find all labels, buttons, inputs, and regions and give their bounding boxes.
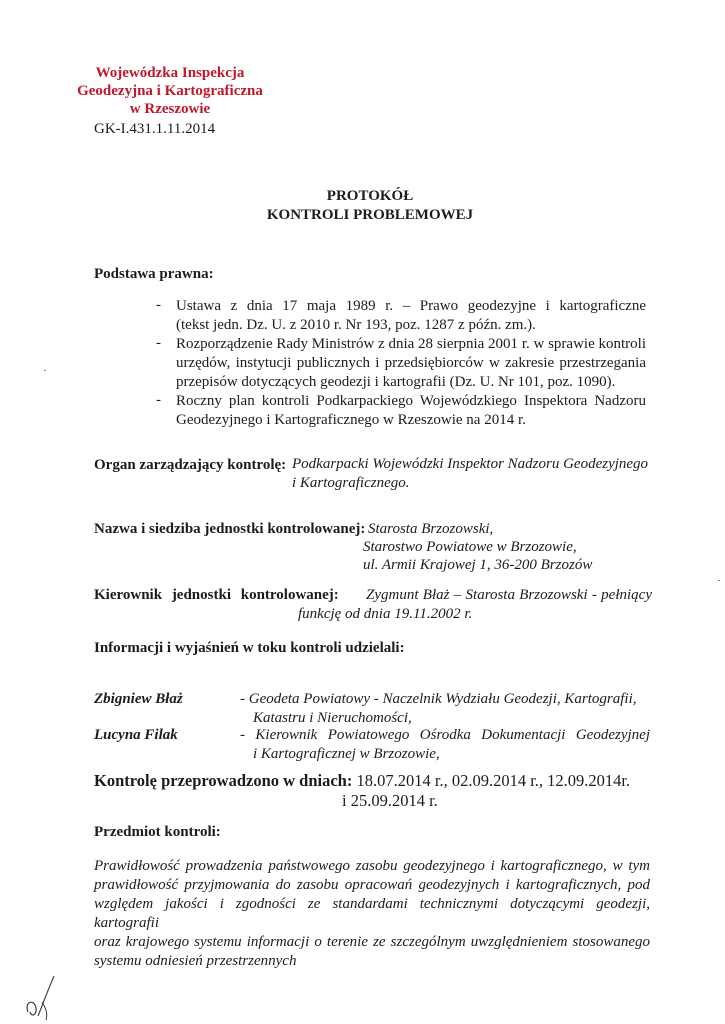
legal-basis-item-2-line-2: urzędów, instytucji publicznych i przedsiębiorców w zakresie przestrzegania: [176, 355, 646, 371]
informant-role: [240, 726, 650, 764]
handwritten-initials: [18, 972, 68, 1022]
legal-basis-item-1-line-1: Ustawa z dnia 17 maja 1989 r. – Prawo geodezyjne i kartograficzne: [176, 298, 646, 314]
control-dates-line-1: 18.07.2014 r., 02.09.2014 r., 12.09.2014r.: [356, 771, 631, 790]
informant-role: [240, 690, 650, 728]
subject-line-4: oraz krajowego systemu informacji o terenie ze szczególnym uwzględnieniem stosowanego: [94, 934, 650, 950]
control-dates: [94, 771, 630, 791]
subject-line-2: prawidłowość przyjmowania do zasobu opracowań geodezyjnych i kartograficznych, pod: [94, 877, 650, 893]
legal-basis-item-3-line-2: Geodezyjnego i Kartograficznego w Rzeszowie na 2014 r.: [176, 412, 526, 428]
institution-line-3: w Rzeszowie: [129, 101, 211, 117]
list-dash: -: [156, 392, 161, 408]
legal-basis-item-3: [176, 392, 646, 430]
legal-basis-item-1-line-2: (tekst jedn. Dz. U. z 2010 r. Nr 193, poz. 1287 z późn. zm.).: [176, 317, 536, 333]
informant-name: Zbigniew Błaż: [94, 691, 183, 707]
reference-number: GK-I.431.1.11.2014: [94, 121, 216, 137]
document-title: [200, 187, 540, 225]
subject-line-5: systemu odniesień przestrzennych: [94, 953, 297, 969]
informant-role-line-1: - Geodeta Powiatowy - Naczelnik Wydziału Geodezji, Kartografii,: [240, 691, 637, 707]
list-dash: -: [156, 297, 161, 313]
informant-name: Lucyna Filak: [94, 727, 178, 743]
legal-basis-item-2-line-3: przepisów dotyczących geodezji i kartografii (Dz. U. Nr 101, poz. 1090).: [176, 374, 616, 390]
informant-role-line-2: Katastru i Nieruchomości,: [253, 710, 412, 726]
controlled-unit-line-1: Starosta Brzozowski,: [368, 521, 494, 537]
unit-head-value: [366, 586, 652, 605]
legal-basis-item-2: [176, 335, 646, 392]
informants-heading: Informacji i wyjaśnień w toku kontroli udzielali:: [94, 640, 405, 656]
controlled-unit-line-3: ul. Armii Krajowej 1, 36-200 Brzozów: [363, 557, 593, 573]
subject-line-1: Prawidłowość prowadzenia państwowego zasobu geodezyjnego i kartograficznego, w tym: [94, 858, 650, 874]
scan-speck: [718, 580, 720, 581]
list-dash: -: [156, 335, 161, 351]
legal-basis-item-2-line-1: Rozporządzenie Rady Ministrów z dnia 28 sierpnia 2001 r. w sprawie kontroli: [176, 336, 646, 352]
unit-head-line-1: Zygmunt Błaż – Starosta Brzozowski - pełniący: [366, 587, 652, 603]
legal-basis-item-1: [176, 297, 646, 335]
subject-line-3: względem jakości i zgodności ze standardami technicznymi dotyczącymi geodezji, kartografii: [94, 896, 650, 931]
legal-basis-heading: Podstawa prawna:: [94, 266, 214, 282]
managing-body-value: [292, 455, 652, 493]
subject-text: [94, 857, 650, 971]
institution-line-2: Geodezyjna i Kartograficzna: [77, 83, 263, 99]
control-dates-label: Kontrolę przeprowadzono w dniach:: [94, 771, 353, 790]
institution-header: [60, 64, 280, 118]
control-dates-line-2: i 25.09.2014 r.: [342, 791, 438, 810]
controlled-unit-label: Nazwa i siedziba jednostki kontrolowanej:: [94, 521, 366, 537]
unit-head-label: Kierownik jednostki kontrolowanej:: [94, 587, 339, 603]
institution-line-1: Wojewódzka Inspekcja: [95, 65, 245, 81]
controlled-unit-line-2: Starostwo Powiatowe w Brzozowie,: [363, 539, 577, 555]
unit-head-line-2: funkcję od dnia 19.11.2002 r.: [298, 606, 473, 622]
legal-basis-item-3-line-1: Roczny plan kontroli Podkarpackiego Wojewódzkiego Inspektora Nadzoru: [176, 393, 646, 409]
informant-role-line-2: i Kartograficznej w Brzozowie,: [253, 746, 440, 762]
title-line-1: PROTOKÓŁ: [326, 188, 414, 204]
informant-role-line-1: - Kierownik Powiatowego Ośrodka Dokumentacji Geodezyjnej: [240, 727, 650, 743]
managing-body-line-1: Podkarpacki Wojewódzki Inspektor Nadzoru Geodezyjnego: [292, 456, 649, 472]
managing-body-line-2: i Kartograficznego.: [292, 475, 410, 491]
scan-speck: [44, 370, 46, 371]
subject-heading: Przedmiot kontroli:: [94, 824, 221, 840]
title-line-2: KONTROLI PROBLEMOWEJ: [266, 207, 474, 223]
managing-body-label: Organ zarządzający kontrolę:: [94, 457, 287, 473]
